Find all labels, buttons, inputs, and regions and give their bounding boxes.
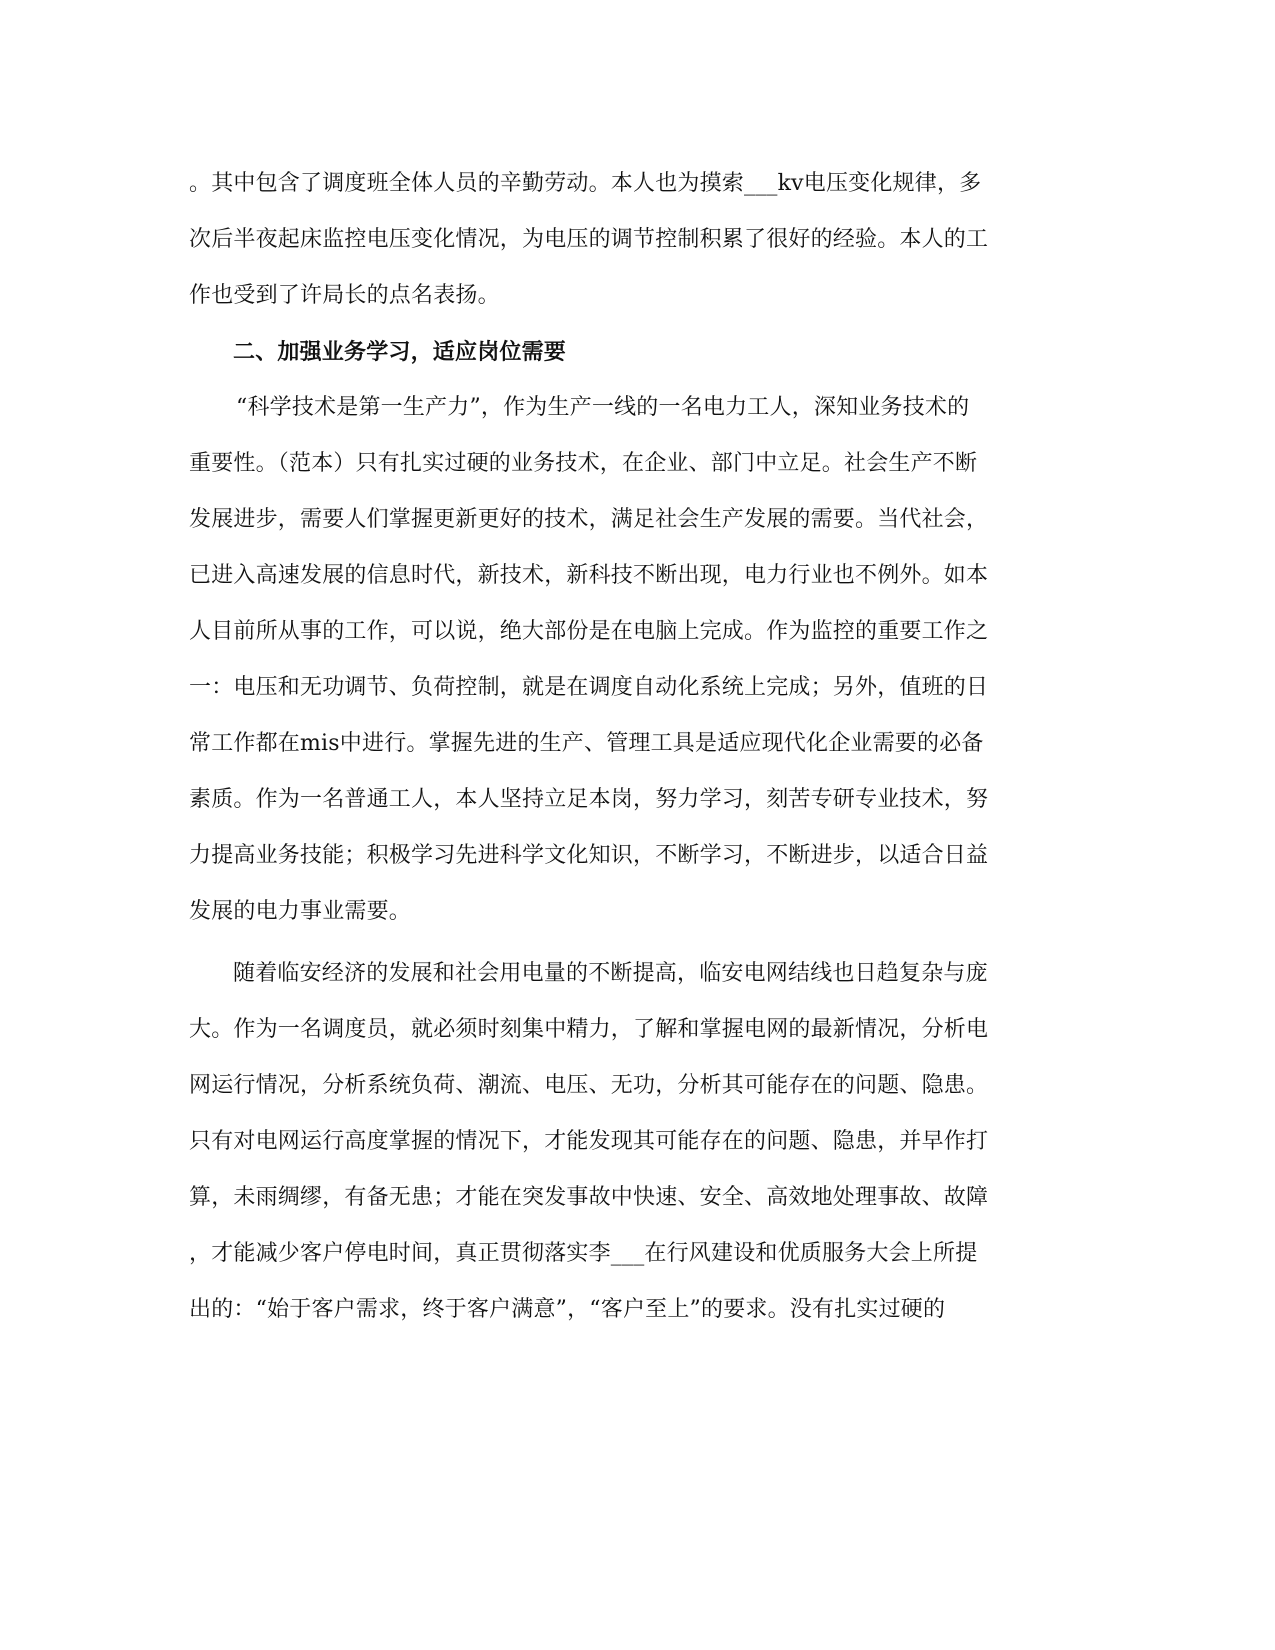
text-line: 只有对电网运行高度掌握的情况下，才能发现其可能存在的问题、隐患，并早作打 [189,1129,989,1154]
text-line: 发展进步，需要人们掌握更新更好的技术，满足社会生产发展的需要。当代社会， [189,507,989,532]
paragraph-first-line: 随着临安经济的发展和社会用电量的不断提高，临安电网结线也日趋复杂与庞 [233,961,988,986]
text-line: 次后半夜起床监控电压变化情况，为电压的调节控制积累了很好的经验。本人的工 [189,227,989,252]
text-line: 算，未雨绸缪，有备无患；才能在突发事故中快速、安全、高效地处理事故、故障 [189,1185,989,1210]
text-line: 出的：“始于客户需求，终于客户满意”，“客户至上”的要求。没有扎实过硬的 [189,1297,946,1322]
text-line: 人目前所从事的工作，可以说，绝大部份是在电脑上完成。作为监控的重要工作之 [189,619,989,644]
text-line: 作也受到了许局长的点名表扬。 [189,283,500,308]
text-line: 大。作为一名调度员，就必须时刻集中精力，了解和掌握电网的最新情况，分析电 [189,1017,989,1042]
text-line: 。其中包含了调度班全体人员的辛勤劳动。本人也为摸索___kv电压变化规律，多 [189,171,982,196]
text-line: 力提高业务技能；积极学习先进科学文化知识，不断学习，不断进步，以适合日益 [189,843,989,868]
text-line: 网运行情况，分析系统负荷、潮流、电压、无功，分析其可能存在的问题、隐患。 [189,1073,989,1098]
text-line: ，才能减少客户停电时间，真正贯彻落实李___在行风建设和优质服务大会上所提 [189,1241,978,1266]
paragraph-first-line: “科学技术是第一生产力”，作为生产一线的一名电力工人，深知业务技术的 [236,395,970,420]
section-heading: 二、加强业务学习，适应岗位需要 [233,339,567,365]
text-line: 发展的电力事业需要。 [189,899,412,924]
text-line: 常工作都在mis中进行。掌握先进的生产、管理工具是适应现代化企业需要的必备 [189,731,984,756]
text-line: 素质。作为一名普通工人，本人坚持立足本岗，努力学习，刻苦专研专业技术，努 [189,787,989,812]
text-line: 已进入高速发展的信息时代，新技术，新科技不断出现，电力行业也不例外。如本 [189,563,989,588]
text-line: 重要性。（范本）只有扎实过硬的业务技术，在企业、部门中立足。社会生产不断 [189,451,978,476]
text-line: 一：电压和无功调节、负荷控制，就是在调度自动化系统上完成；另外，值班的日 [189,675,989,700]
